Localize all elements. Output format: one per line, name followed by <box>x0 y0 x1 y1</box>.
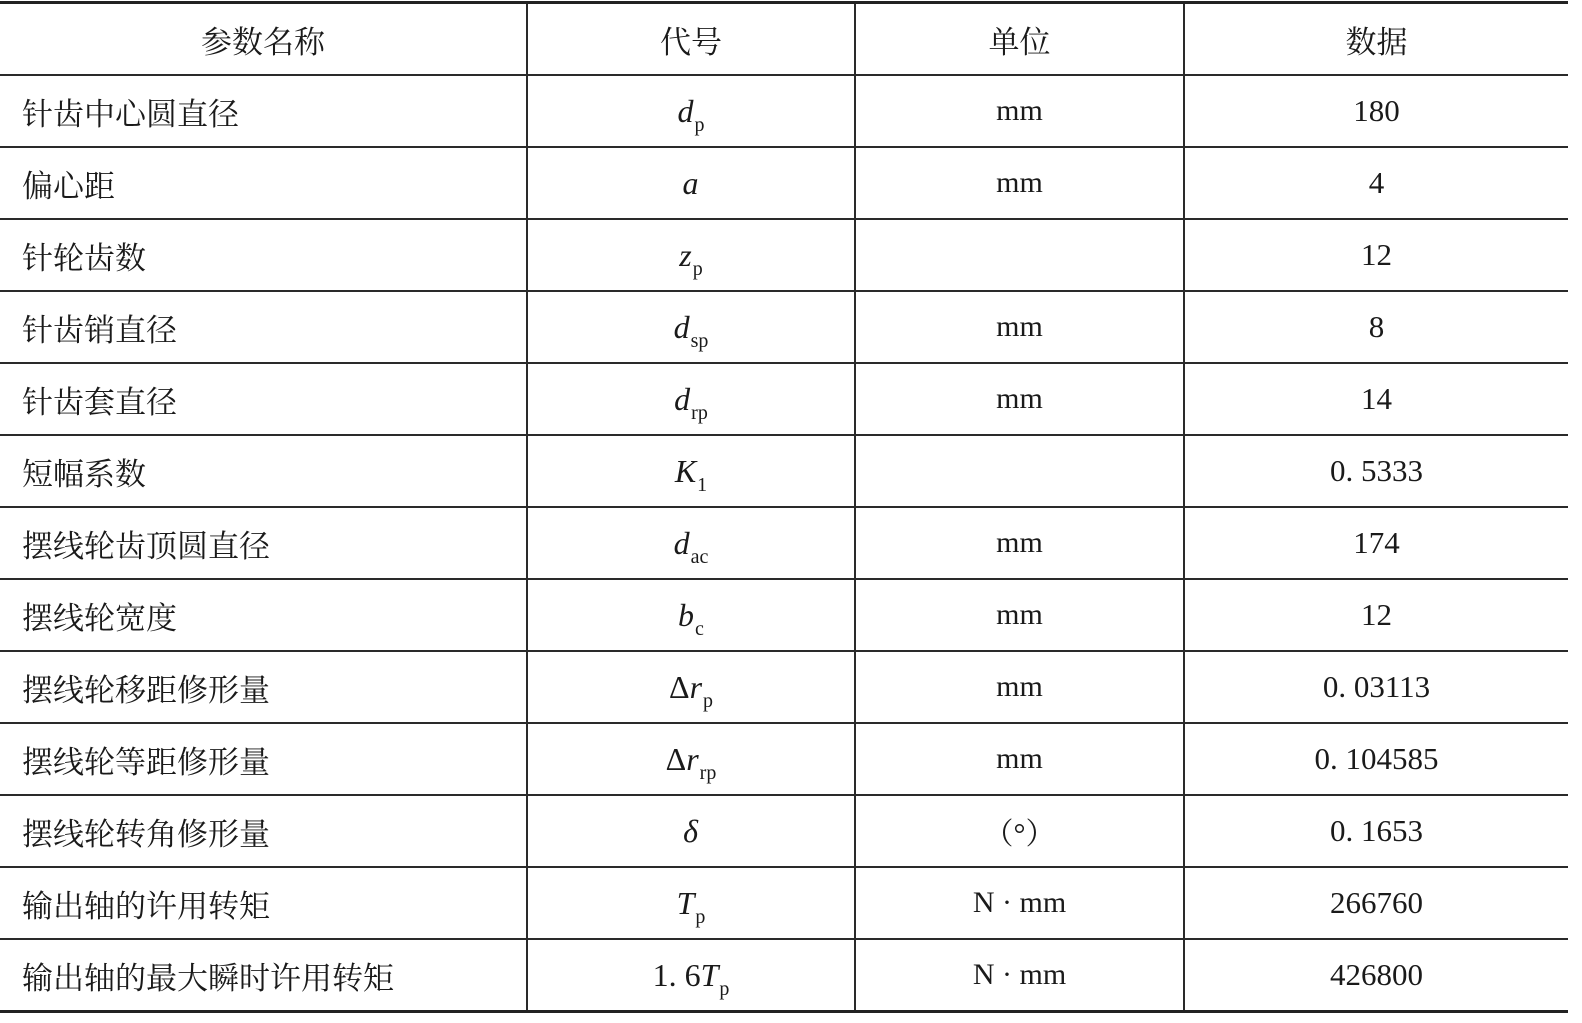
symbol-cell <box>527 651 855 723</box>
value-cell: 266760 <box>1184 867 1568 939</box>
unit-cell: （°） <box>855 795 1184 867</box>
table-row <box>0 75 1568 147</box>
unit-cell: mm <box>855 723 1184 795</box>
table-row <box>0 219 1568 291</box>
header-symbol: 代号 <box>527 3 855 76</box>
value-cell: 0. 104585 <box>1184 723 1568 795</box>
unit-cell: mm <box>855 651 1184 723</box>
value-cell: 0. 1653 <box>1184 795 1568 867</box>
symbol-cell <box>527 291 855 363</box>
parameter-name-cell: 输出轴的最大瞬时许用转矩 <box>0 939 527 1012</box>
header-row <box>0 3 1568 76</box>
symbol-prefix: 1. 6 <box>652 957 701 993</box>
table-row <box>0 291 1568 363</box>
symbol-main: d <box>677 93 694 129</box>
unit-cell: mm <box>855 147 1184 219</box>
value-cell: 426800 <box>1184 939 1568 1012</box>
parameter-name-cell: 摆线轮移距修形量 <box>0 651 527 723</box>
table-row <box>0 579 1568 651</box>
parameter-name-cell: 针齿套直径 <box>0 363 527 435</box>
parameter-table <box>0 1 1568 1013</box>
symbol-subscript: sp <box>690 330 709 352</box>
value-cell: 8 <box>1184 291 1568 363</box>
symbol-cell <box>527 435 855 507</box>
value-cell: 0. 5333 <box>1184 435 1568 507</box>
table-row <box>0 939 1568 1012</box>
symbol-cell <box>527 867 855 939</box>
symbol-subscript: p <box>703 690 714 712</box>
table-row <box>0 723 1568 795</box>
symbol-main: b <box>678 597 695 633</box>
table-header <box>0 3 1568 76</box>
parameter-name-cell: 针轮齿数 <box>0 219 527 291</box>
unit-cell: mm <box>855 579 1184 651</box>
symbol-subscript: p <box>694 114 705 136</box>
symbol-main: T <box>676 885 695 921</box>
symbol-cell <box>527 363 855 435</box>
symbol-subscript: 1 <box>697 474 708 496</box>
symbol-cell <box>527 723 855 795</box>
symbol-cell <box>527 507 855 579</box>
parameter-name-cell: 摆线轮等距修形量 <box>0 723 527 795</box>
unit-cell: mm <box>855 75 1184 147</box>
unit-cell: mm <box>855 291 1184 363</box>
symbol-cell <box>527 75 855 147</box>
symbol-subscript: ac <box>690 546 709 568</box>
table-row <box>0 507 1568 579</box>
symbol-subscript: p <box>692 258 703 280</box>
value-cell: 0. 03113 <box>1184 651 1568 723</box>
parameter-name-cell: 输出轴的许用转矩 <box>0 867 527 939</box>
symbol-prefix: Δ <box>665 741 687 777</box>
parameter-name-cell: 摆线轮转角修形量 <box>0 795 527 867</box>
symbol-cell <box>527 939 855 1012</box>
symbol-main: z <box>679 237 692 273</box>
parameter-name-cell: 针齿销直径 <box>0 291 527 363</box>
value-cell: 4 <box>1184 147 1568 219</box>
table-row <box>0 435 1568 507</box>
value-cell: 12 <box>1184 579 1568 651</box>
symbol-cell <box>527 147 855 219</box>
symbol-subscript: rp <box>699 762 717 784</box>
header-value: 数据 <box>1184 3 1568 76</box>
symbol-subscript: c <box>695 618 704 640</box>
header-unit: 单位 <box>855 3 1184 76</box>
symbol-cell <box>527 579 855 651</box>
symbol-main: r <box>686 741 699 777</box>
unit-cell <box>855 219 1184 291</box>
unit-cell: mm <box>855 507 1184 579</box>
parameter-name-cell: 摆线轮齿顶圆直径 <box>0 507 527 579</box>
parameter-name-cell: 针齿中心圆直径 <box>0 75 527 147</box>
symbol-main: r <box>689 669 703 705</box>
symbol-main: a <box>682 165 699 201</box>
symbol-subscript: p <box>695 906 706 928</box>
symbol-main: δ <box>683 813 698 849</box>
value-cell: 174 <box>1184 507 1568 579</box>
symbol-main: d <box>673 309 690 345</box>
symbol-prefix: Δ <box>668 669 690 705</box>
unit-cell <box>855 435 1184 507</box>
header-parameter-name: 参数名称 <box>201 24 325 61</box>
symbol-subscript: rp <box>691 402 708 424</box>
unit-cell: N · mm <box>855 867 1184 939</box>
table-row <box>0 867 1568 939</box>
unit-cell: mm <box>855 363 1184 435</box>
table-body <box>0 75 1568 1012</box>
table-row <box>0 651 1568 723</box>
unit-cell: N · mm <box>855 939 1184 1012</box>
parameter-name-cell: 偏心距 <box>0 147 527 219</box>
value-cell: 12 <box>1184 219 1568 291</box>
symbol-main: T <box>700 957 719 993</box>
value-cell: 14 <box>1184 363 1568 435</box>
table-row <box>0 363 1568 435</box>
symbol-cell <box>527 219 855 291</box>
symbol-cell <box>527 795 855 867</box>
symbol-main: d <box>673 525 690 561</box>
symbol-main: d <box>674 381 691 417</box>
parameter-name-cell: 短幅系数 <box>0 435 527 507</box>
symbol-subscript: p <box>719 978 730 1000</box>
table-row <box>0 147 1568 219</box>
value-cell: 180 <box>1184 75 1568 147</box>
table-row <box>0 795 1568 867</box>
parameter-name-cell: 摆线轮宽度 <box>0 579 527 651</box>
symbol-main: K <box>674 453 697 489</box>
